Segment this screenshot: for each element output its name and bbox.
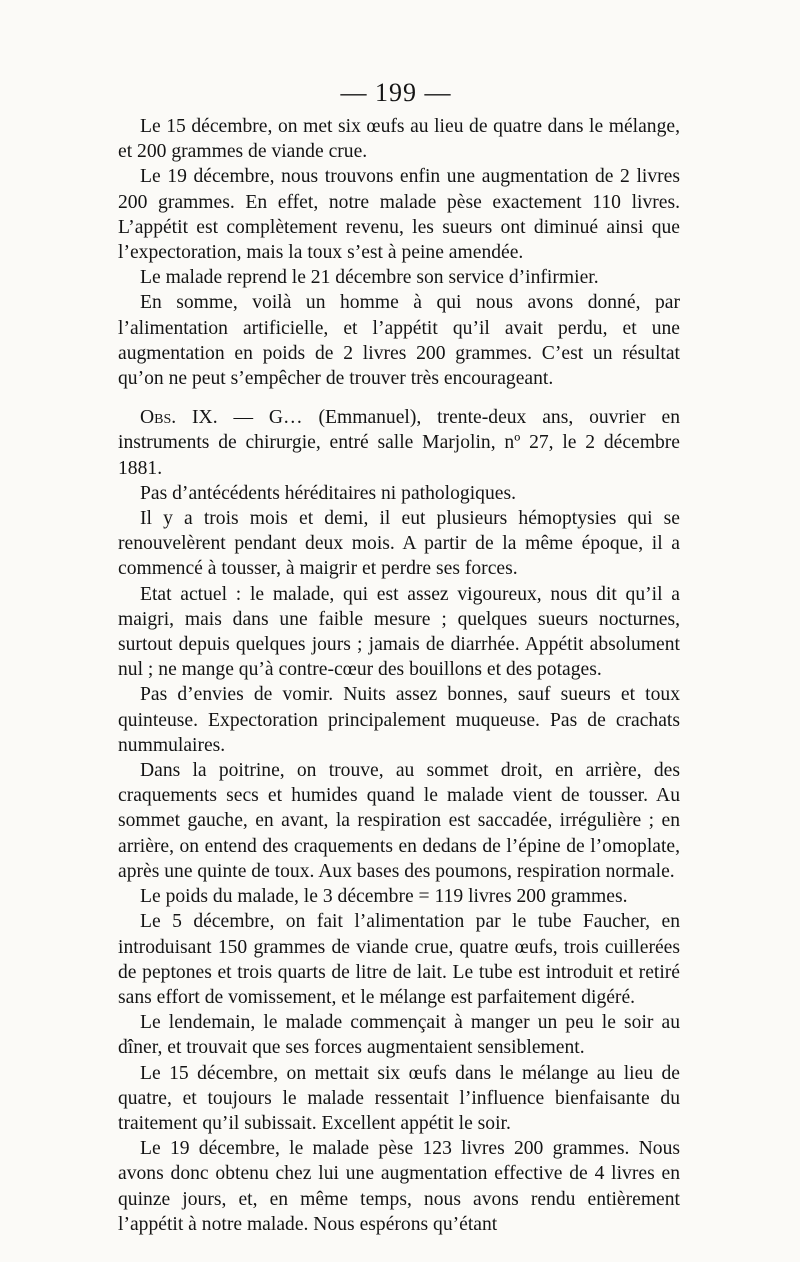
paragraph-nuits: Pas d’envies de vomir. Nuits assez bonnes, sauf sueurs et toux quinteuse. Expectoration principalement muqueuse. Pas de crachats nummulaires.	[118, 684, 680, 756]
paragraph-etat-actuel: Etat actuel : le malade, qui est assez vigoureux, nous dit qu’il a maigri, mais dans une faible mesure ; quelques sueurs nocturnes, surtout depuis quelques jours ; jamais de diarrhée. Appétit absolument nul ; ne mange qu’à contre-cœur des bouillons et des potages.	[118, 583, 680, 681]
paragraph-hemoptysies: Il y a trois mois et demi, il eut plusieurs hémoptysies qui se renouvelèrent pendant deux mois. A partir de la même époque, il a commencé à tousser, à maigrir et perdre ses forces.	[118, 508, 680, 580]
observation-text: — G… (Emmanuel), trente-deux ans, ouvrier en instruments de chirurgie, entré salle Marjolin, nº 27, le 2 décembre 1881.	[118, 407, 680, 479]
paragraph-dec15: Le 15 décembre, on met six œufs au lieu de quatre dans le mélange, et 200 grammes de viande crue.	[118, 116, 680, 163]
observation-heading	[118, 405, 680, 481]
observation-label: Obs. IX.	[140, 407, 218, 429]
paragraph-summary: En somme, voilà un homme à qui nous avons donné, par l’alimentation artificielle, et l’appétit qu’il avait perdu, et une augmentation en poids de 2 livres 200 grammes. C’est un résultat qu’on ne peut s’empêcher de trouver très encourageant.	[118, 292, 680, 390]
paragraph-lendemain: Le lendemain, le malade commençait à manger un peu le soir au dîner, et trouvait que ses forces augmentaient sensiblement.	[118, 1012, 680, 1059]
paragraph-dec5-alimentation: Le 5 décembre, on fait l’alimentation par le tube Faucher, en introduisant 150 grammes de viande crue, quatre œufs, trois cuillerées de peptones et trois quarts de litre de lait. Le tube est introduit et retiré sans effort de vomissement, et le mélange est parfaitement digéré.	[118, 911, 680, 1008]
page-number: — 199 —	[340, 78, 452, 107]
paragraph-dec19-weight: Le 19 décembre, nous trouvons enfin une augmentation de 2 livres 200 grammes. En effet, notre malade pèse exactement 110 livres. L’appétit est complètement revenu, les sueurs ont diminué ainsi que l’expectoration, mais la toux s’est à peine amendée.	[118, 166, 680, 264]
body-text	[118, 114, 680, 1237]
paragraph-antecedents: Pas d’antécédents héréditaires ni pathologiques.	[140, 482, 516, 504]
paragraph-dec19-result: Le 19 décembre, le malade pèse 123 livres 200 grammes. Nous avons donc obtenu chez lui une augmentation effective de 4 livres en quinze jours, et, en même temps, nous avons rendu entièrement l’appétit à notre malade. Nous espérons qu’étant	[118, 1138, 680, 1235]
paragraph-poitrine: Dans la poitrine, on trouve, au sommet droit, en arrière, des craquements secs et humides quand le malade vient de tousser. Au sommet gauche, en avant, la respiration est saccadée, irrégulière ; en arrière, on entend des craquements en dedans de l’épine de l’omoplate, après une quinte de toux. Aux bases des poumons, respiration normale.	[118, 760, 680, 882]
paragraph-poids-dec3: Le poids du malade, le 3 décembre = 119 livres 200 grammes.	[140, 886, 628, 908]
paragraph-dec15-oeufs: Le 15 décembre, on mettait six œufs dans le mélange au lieu de quatre, et toujours le malade ressentait l’influence bienfaisante du traitement qu’il subissait. Excellent appétit le soir.	[118, 1062, 680, 1134]
book-page	[118, 76, 680, 1235]
paragraph-dec21-service: Le malade reprend le 21 décembre son service d’infirmier.	[140, 267, 599, 289]
